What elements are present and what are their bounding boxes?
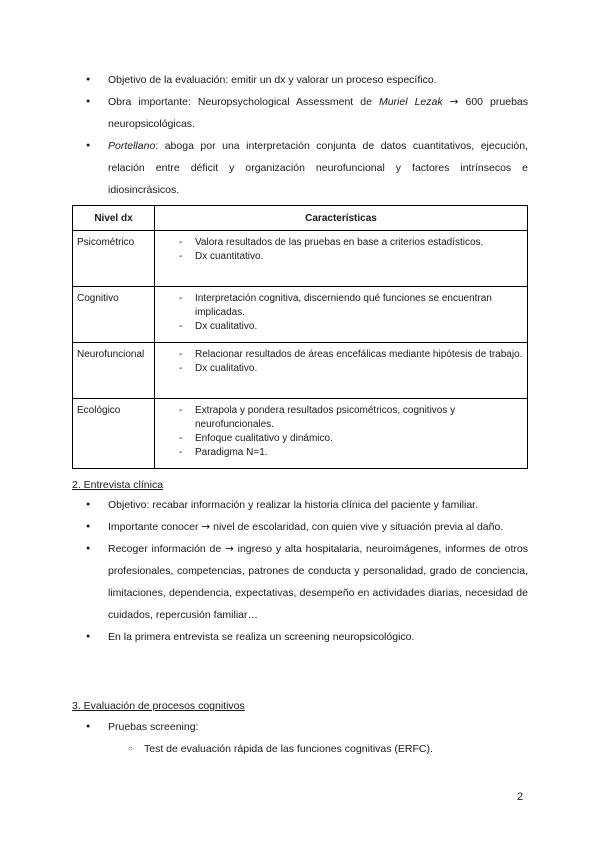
bullet-obra-importante: ● Obra importante: Neuropsychological Assessment de Muriel Lezak → 600 pruebas neuropsicológicas. xyxy=(72,91,528,135)
table-cell-characteristics xyxy=(155,231,528,287)
arrow-icon: → xyxy=(201,521,211,533)
bullet-recoger-informacion: ● Recoger información de → ingreso y alta hospitalaria, neuroimágenes, informes de otros profesionales, competencias, patrones de conducta y personalidad, grado de conciencia, limitaciones, dependencia, expectativas, desempeño en actividades diarias, necesidad de cuidados, repercusión familiar… xyxy=(72,538,528,626)
list-item: - Dx cuantitativo. xyxy=(155,250,523,264)
sub-bullet-list xyxy=(108,738,528,760)
table-cell-level: Ecológico xyxy=(73,399,155,469)
table-row xyxy=(73,399,528,469)
table-row xyxy=(73,343,528,399)
sub-bullet-erfc: ○ Test de evaluación rápida de las funciones cognitivas (ERFC). xyxy=(108,738,528,760)
section3-bullet-list xyxy=(72,716,528,760)
bullet-objetivo: ● Objetivo de la evaluación: emitir un dx y valorar un proceso específico. xyxy=(72,69,528,91)
list-item: - Interpretación cognitiva, discerniendo qué funciones se encuentran implicadas. xyxy=(155,292,523,320)
author-portellano: Portellano xyxy=(108,140,156,152)
table-cell-characteristics xyxy=(155,287,528,343)
arrow-icon: → xyxy=(225,543,234,555)
table-cell-level: Neurofuncional xyxy=(73,343,155,399)
list-item: - Dx cualitativo. xyxy=(155,362,523,376)
table-header-characteristics: Características xyxy=(155,206,528,231)
table-cell-level: Cognitivo xyxy=(73,287,155,343)
table-cell-characteristics xyxy=(155,343,528,399)
list-item: - Paradigma N=1. xyxy=(155,446,523,460)
list-item: - Enfoque cualitativo y dinámico. xyxy=(155,432,523,446)
section-heading-entrevista: 2. Entrevista clínica xyxy=(72,479,164,491)
intro-bullet-list xyxy=(72,69,528,201)
bullet-portellano: ● Portellano: aboga por una interpretación conjunta de datos cuantitativos, ejecución, relación entre déficit y organización neurofuncional y factores intrínsecos e idiosincrásicos. xyxy=(72,135,528,201)
list-item: - Dx cualitativo. xyxy=(155,320,523,334)
section-heading-evaluacion: 3. Evaluación de procesos cognitivos xyxy=(72,700,245,712)
table-row xyxy=(73,287,528,343)
author-lezak: Muriel Lezak xyxy=(378,96,443,108)
list-item: - Valora resultados de las pruebas en base a criterios estadísticos. xyxy=(155,236,523,250)
table-cell-level: Psicométrico xyxy=(73,231,155,287)
list-item: - Extrapola y pondera resultados psicométricos, cognitivos y neurofuncionales. xyxy=(155,404,523,432)
diagnosis-levels-table xyxy=(72,205,528,469)
table-row xyxy=(73,231,528,287)
section2-bullet-list xyxy=(72,494,528,648)
page-number: 2 xyxy=(517,791,524,803)
arrow-icon: → xyxy=(449,96,459,108)
list-item: - Relacionar resultados de áreas encefálicas mediante hipótesis de trabajo. xyxy=(155,348,523,362)
bullet-pruebas-screening: ● Pruebas screening: ○ Test de evaluación rápida de las funciones cognitivas (ERFC). xyxy=(72,716,528,760)
table-cell-characteristics xyxy=(155,399,528,469)
bullet-importante-conocer: ● Importante conocer → nivel de escolaridad, con quien vive y situación previa al daño. xyxy=(72,516,528,538)
table-header-level: Nivel dx xyxy=(73,206,155,231)
bullet-objetivo-entrevista: ● Objetivo: recabar información y realizar la historia clínica del paciente y familiar. xyxy=(72,494,528,516)
bullet-primera-entrevista: ● En la primera entrevista se realiza un screening neuropsicológico. xyxy=(72,626,528,648)
